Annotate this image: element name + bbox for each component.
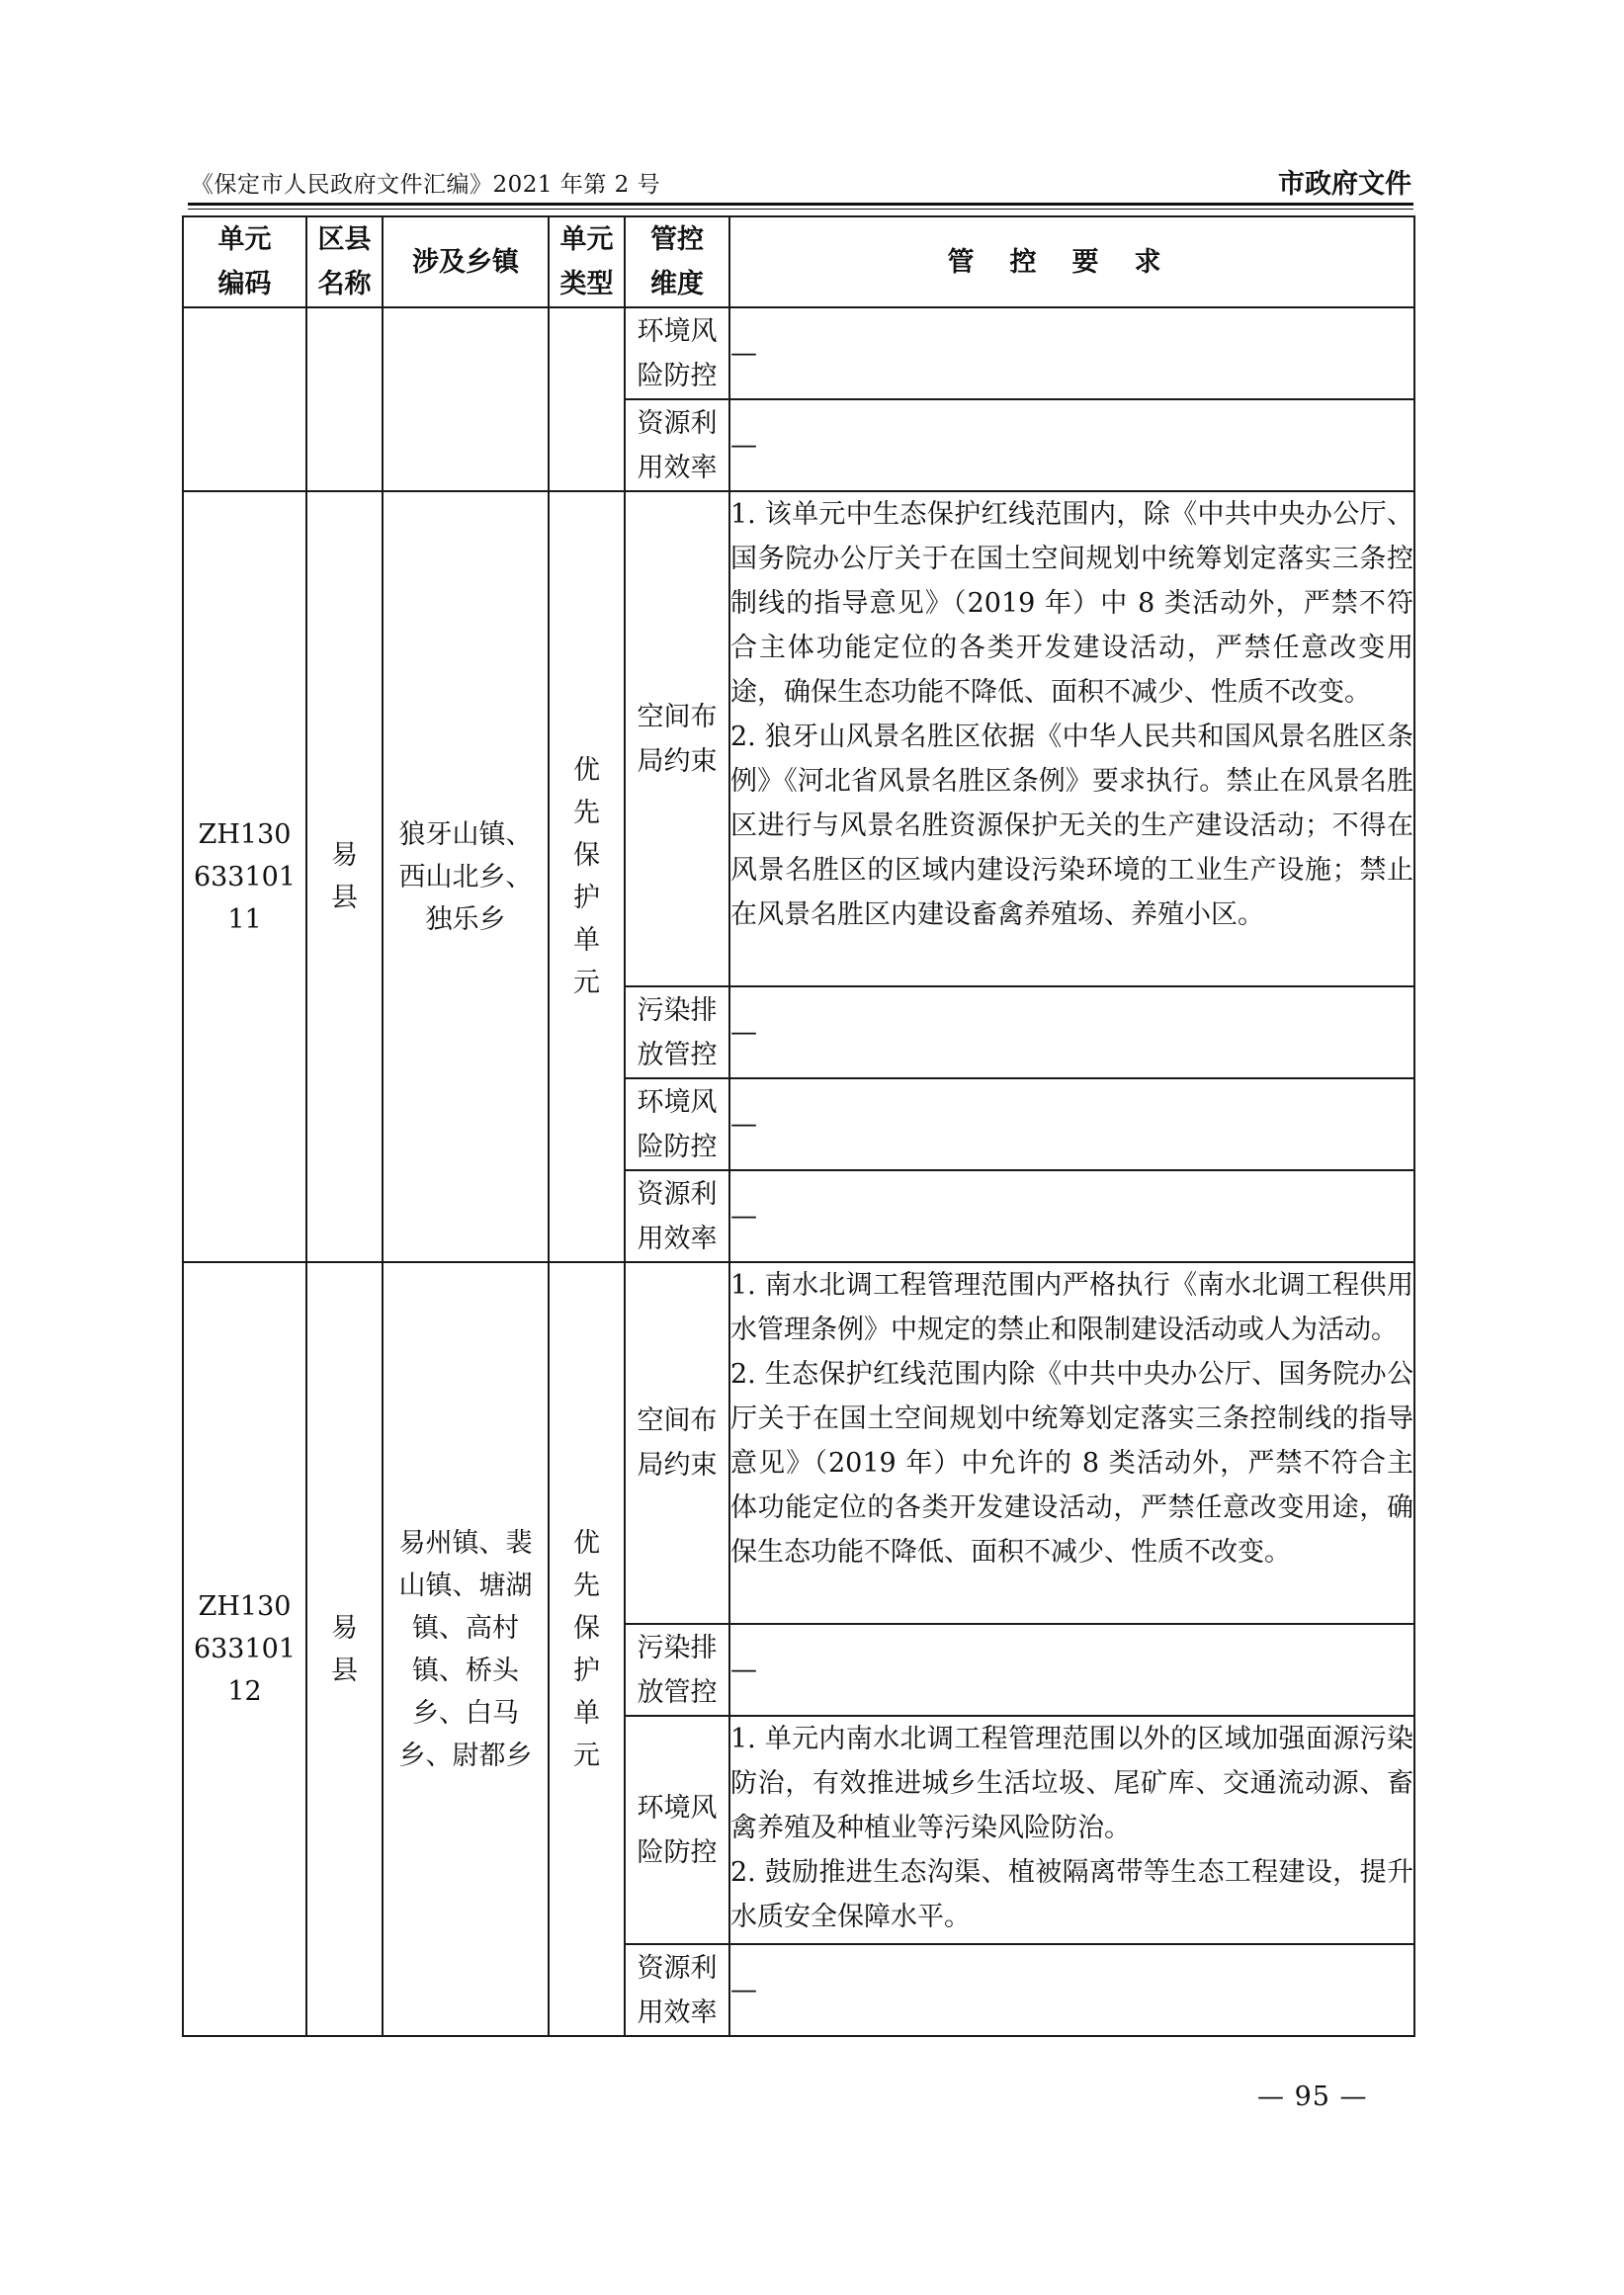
requirement-cell: — [729,307,1414,399]
dimension-cell: 环境风险防控 [625,1716,729,1944]
requirement-cell: — [729,986,1414,1078]
header-rule-thin [188,209,1413,210]
county-cell: 易县 [306,1262,383,2036]
table-row [183,307,1414,399]
table-row [183,1262,1414,1624]
section-title: 市政府文件 [1278,169,1411,200]
cell-empty [306,307,383,491]
dimension-cell: 空间布局约束 [625,491,729,986]
table-row [183,491,1414,986]
col-requirement: 管控要求 [729,216,1414,307]
requirement-paragraph: 2. 生态保护红线范围内除《中共中央办公厅、国务院办公厅关于在国土空间规划中统筹划定落实三条控制线的指导意见》（2019 年）中允许的 8 类活动外，严禁不符合主体功能定位的各类开发建设活动，严禁任意改变用途，确保生态功能不降低、面积不减少、性质不改变。 [730,1359,1413,1568]
requirement-paragraph: 1. 南水北调工程管理范围内严格执行《南水北调工程供用水管理条例》中规定的禁止和限制建设活动或人为活动。 [730,1270,1413,1345]
cell-empty [549,307,625,491]
publication-title: 《保定市人民政府文件汇编》2021 年第 2 号 [191,172,661,198]
running-header [191,162,1411,202]
unit-type-cell: 优先保护单元 [549,1262,625,2036]
requirement-paragraph: 1. 单元内南水北调工程管理范围以外的区域加强面源污染防治，有效推进城乡生活垃圾、尾矿库、交通流动源、畜禽养殖及种植业等污染风险防治。 [730,1724,1413,1843]
requirement-cell: — [729,1624,1414,1716]
control-requirements-table [182,215,1415,2037]
requirement-paragraph: 1. 该单元中生态保护红线范围内，除《中共中央办公厅、国务院办公厅关于在国土空间规划中统筹划定落实三条控制线的指导意见》（2019 年）中 8 类活动外，严禁不符合主体功能定位的各类开发建设活动，严禁任意改变用途，确保生态功能不降低、面积不减少、性质不改变。 [730,499,1413,708]
col-towns: 涉及乡镇 [383,216,549,307]
dimension-cell: 资源利用效率 [625,1944,729,2036]
page-number: — 95 — [1257,2082,1368,2112]
requirement-cell [729,1262,1414,1624]
col-county: 区县名称 [306,216,383,307]
requirement-cell: — [729,1170,1414,1262]
cell-empty [183,307,306,491]
table-header-row [183,216,1414,307]
dimension-cell: 空间布局约束 [625,1262,729,1624]
requirement-cell [729,1716,1414,1944]
col-unit-type: 单元类型 [549,216,625,307]
requirement-cell: — [729,1944,1414,2036]
cell-empty [383,307,549,491]
requirement-paragraph: 2. 狼牙山风景名胜区依据《中华人民共和国风景名胜区条例》《河北省风景名胜区条例》要求执行。禁止在风景名胜区进行与风景名胜资源保护无关的生产建设活动；不得在风景名胜区的区域内建设污染环境的工业生产设施；禁止在风景名胜区内建设畜禽养殖场、养殖小区。 [730,722,1413,930]
towns-cell: 易州镇、裴山镇、塘湖镇、高村镇、桥头乡、白马乡、尉都乡 [383,1262,549,2036]
county-cell: 易县 [306,491,383,1262]
unit-code-cell: ZH13063310112 [183,1262,306,2036]
dimension-cell: 环境风险防控 [625,1078,729,1170]
requirement-cell: — [729,399,1414,491]
towns-cell: 狼牙山镇、西山北乡、独乐乡 [383,491,549,1262]
col-unit-code: 单元编码 [183,216,306,307]
requirement-paragraph: 2. 鼓励推进生态沟渠、植被隔离带等生态工程建设，提升水质安全保障水平。 [730,1857,1413,1932]
col-dimension: 管控维度 [625,216,729,307]
dimension-cell: 污染排放管控 [625,986,729,1078]
dimension-cell: 资源利用效率 [625,399,729,491]
dimension-cell: 污染排放管控 [625,1624,729,1716]
unit-code-cell: ZH13063310111 [183,491,306,1262]
requirement-cell: — [729,1078,1414,1170]
unit-type-cell: 优先保护单元 [549,491,625,1262]
dimension-cell: 环境风险防控 [625,307,729,399]
dimension-cell: 资源利用效率 [625,1170,729,1262]
requirement-cell [729,491,1414,986]
header-rule-thick [188,203,1413,206]
